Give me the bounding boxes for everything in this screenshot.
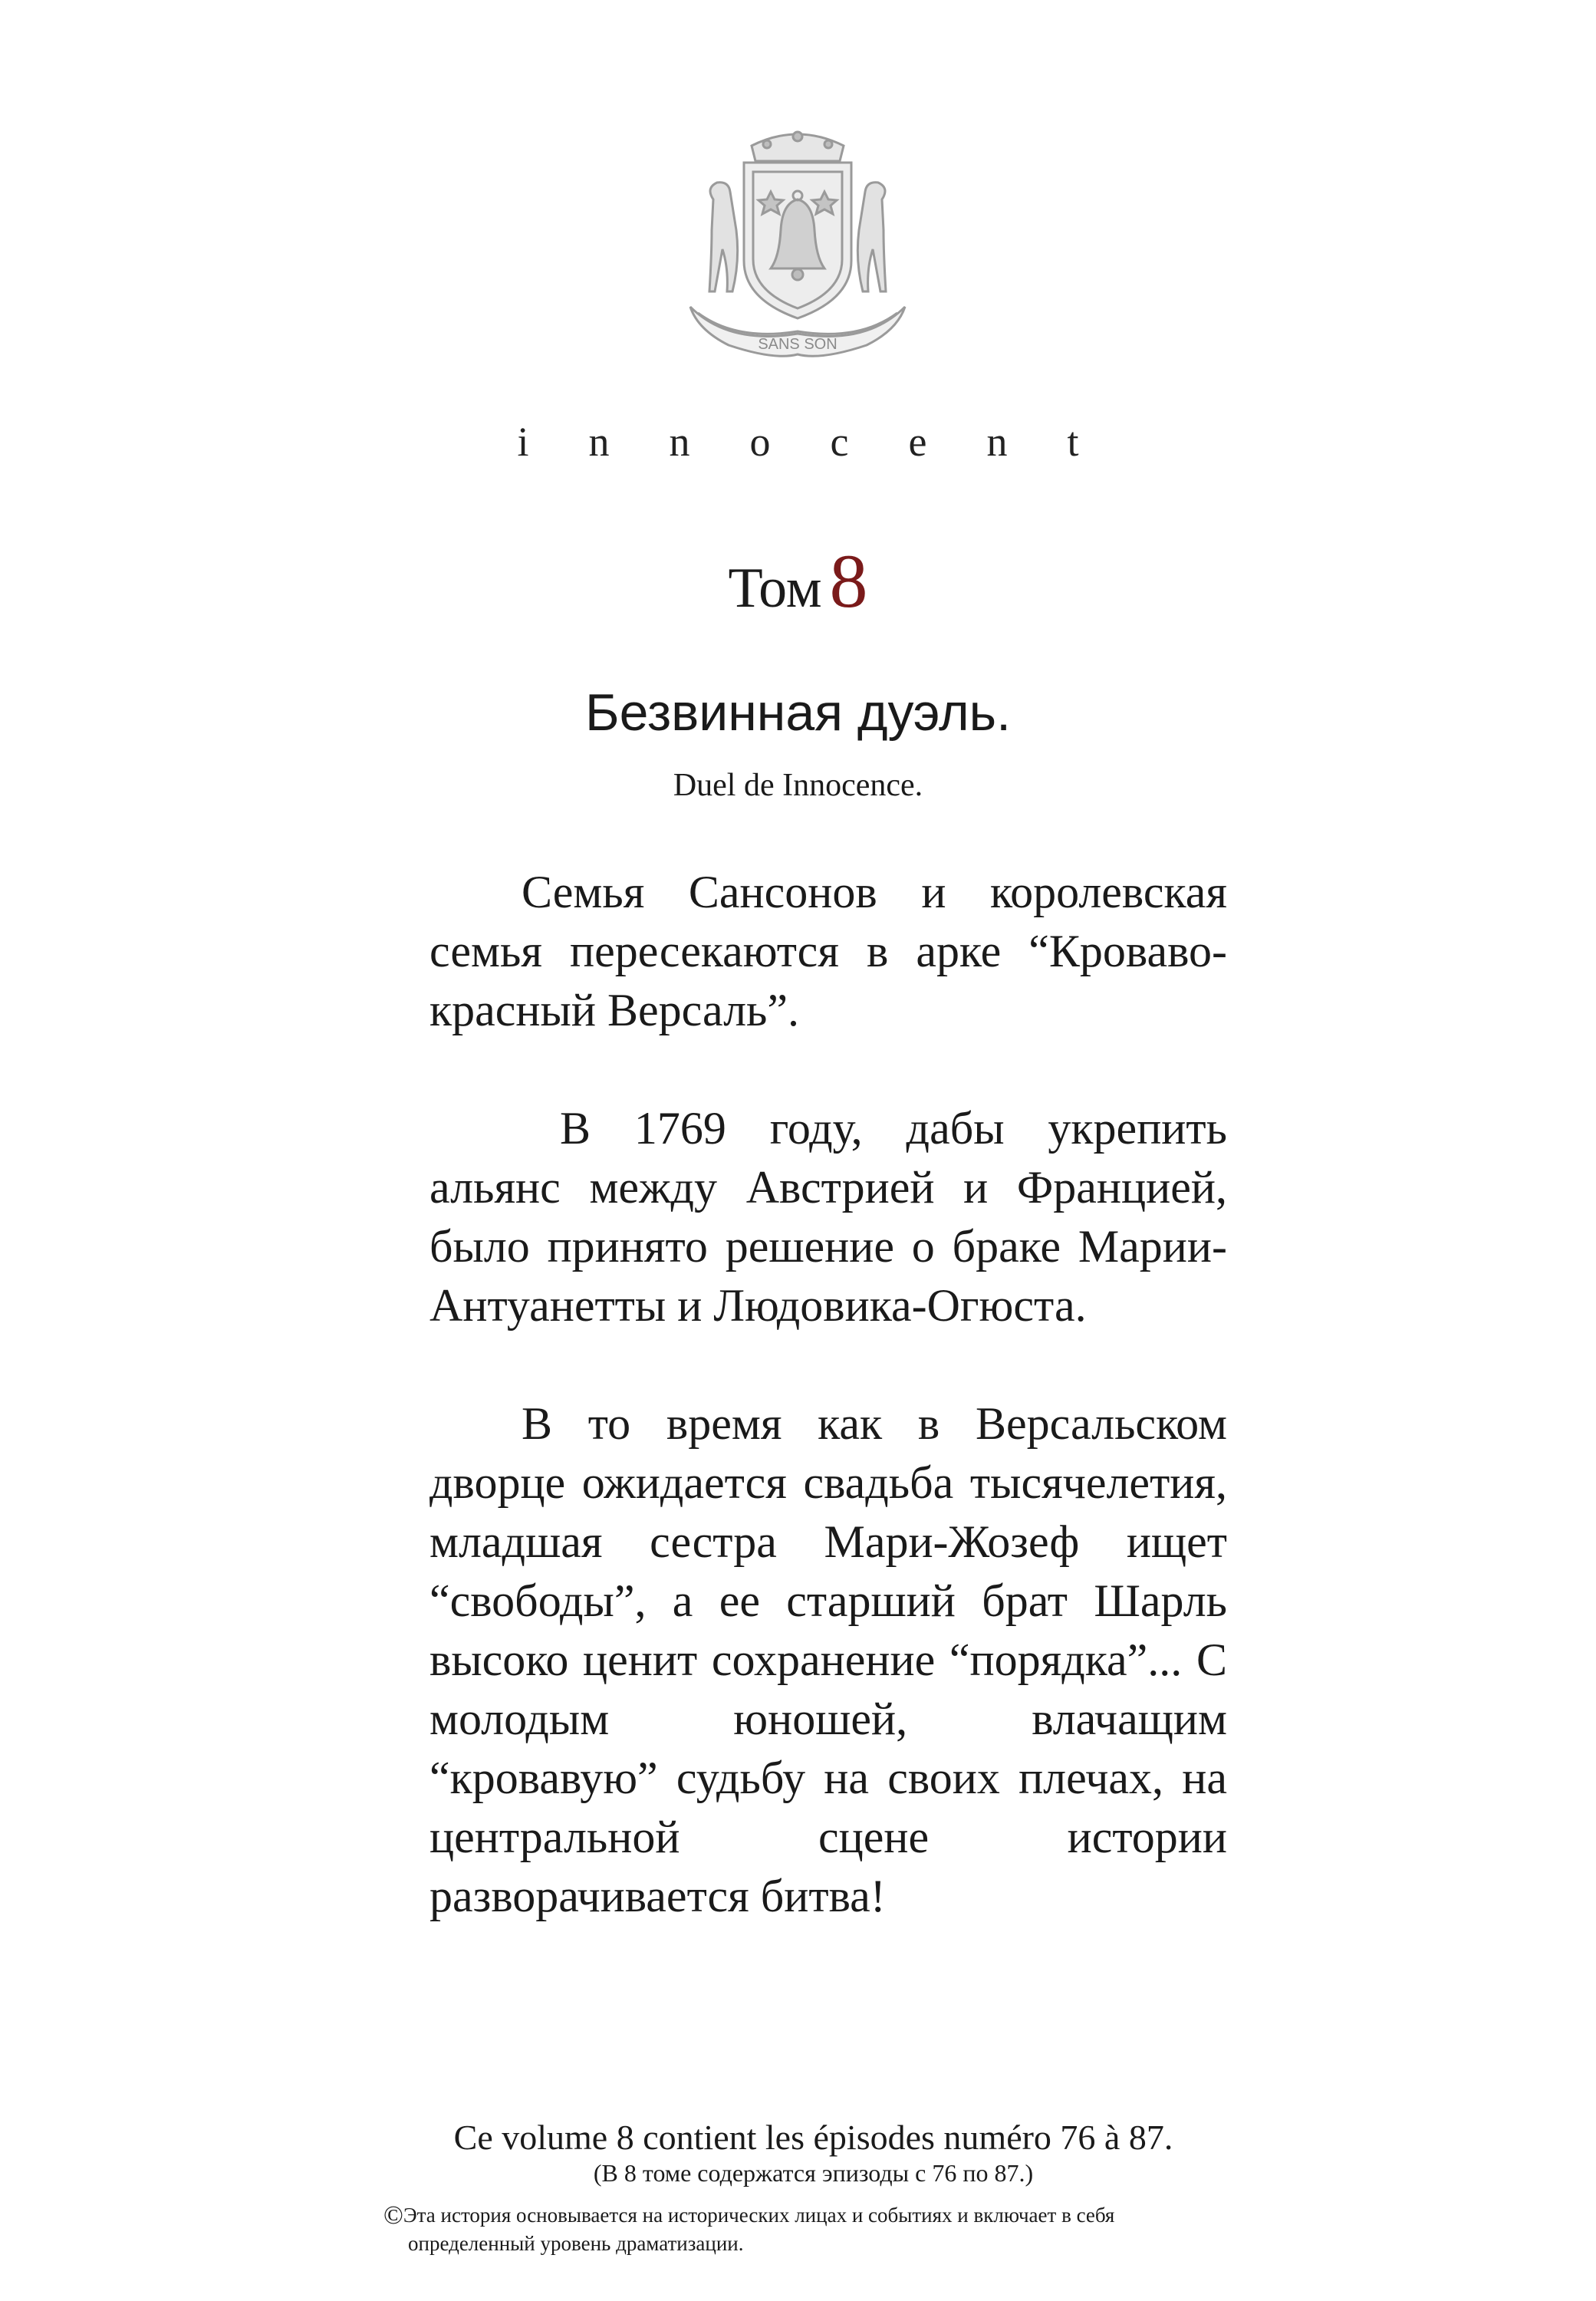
series-title: innocent [517,419,1139,465]
sanson-coat-of-arms-icon [667,115,928,376]
synopsis-paragraph: В то время как в Версальском дворце ожидается свадьба тысячелетия, младшая сестра Мари-Жозеф ищет “свободы”, а ее старший брат Шарль высоко ценит сохранение “порядка”... С молодым юношей, влачащим “кровавую” судьбу на своих плечах, на центральной сцене истории разворачивается битва! [429,1398,1227,1921]
volume-title-french: Duel de Innocence. [673,768,923,803]
crest-motto: SANS SON [758,336,837,353]
volume-heading [0,537,1596,625]
synopsis [429,863,1227,1985]
disclaimer-line-1: Эта история основывается на исторических лицах и событиях и включает в себя [403,2204,1115,2227]
disclaimer [383,2201,1242,2257]
episodes-note-french: Ce volume 8 contient les épisodes numéro 76 à 87. [453,2118,1173,2157]
volume-title-russian: Безвинная дуэль. [585,683,1011,742]
copyright-symbol: © [383,2201,403,2230]
disclaimer-line-2: определенный уровень драматизации. [408,2232,744,2255]
synopsis-paragraph: Семья Сансонов и королевская семья пересекаются в арке “Кроваво-красный Версаль”. [429,867,1227,1035]
synopsis-paragraph: В 1769 году, дабы укрепить альянс между Австрией и Францией, было принято решение о браке Марии-Антуанетты и Людовика-Огюста. [429,1103,1227,1331]
volume-number: 8 [829,538,868,624]
volume-label: Том [728,557,822,620]
episodes-note-russian: (В 8 томе содержатся эпизоды с 76 по 87.) [593,2159,1034,2187]
